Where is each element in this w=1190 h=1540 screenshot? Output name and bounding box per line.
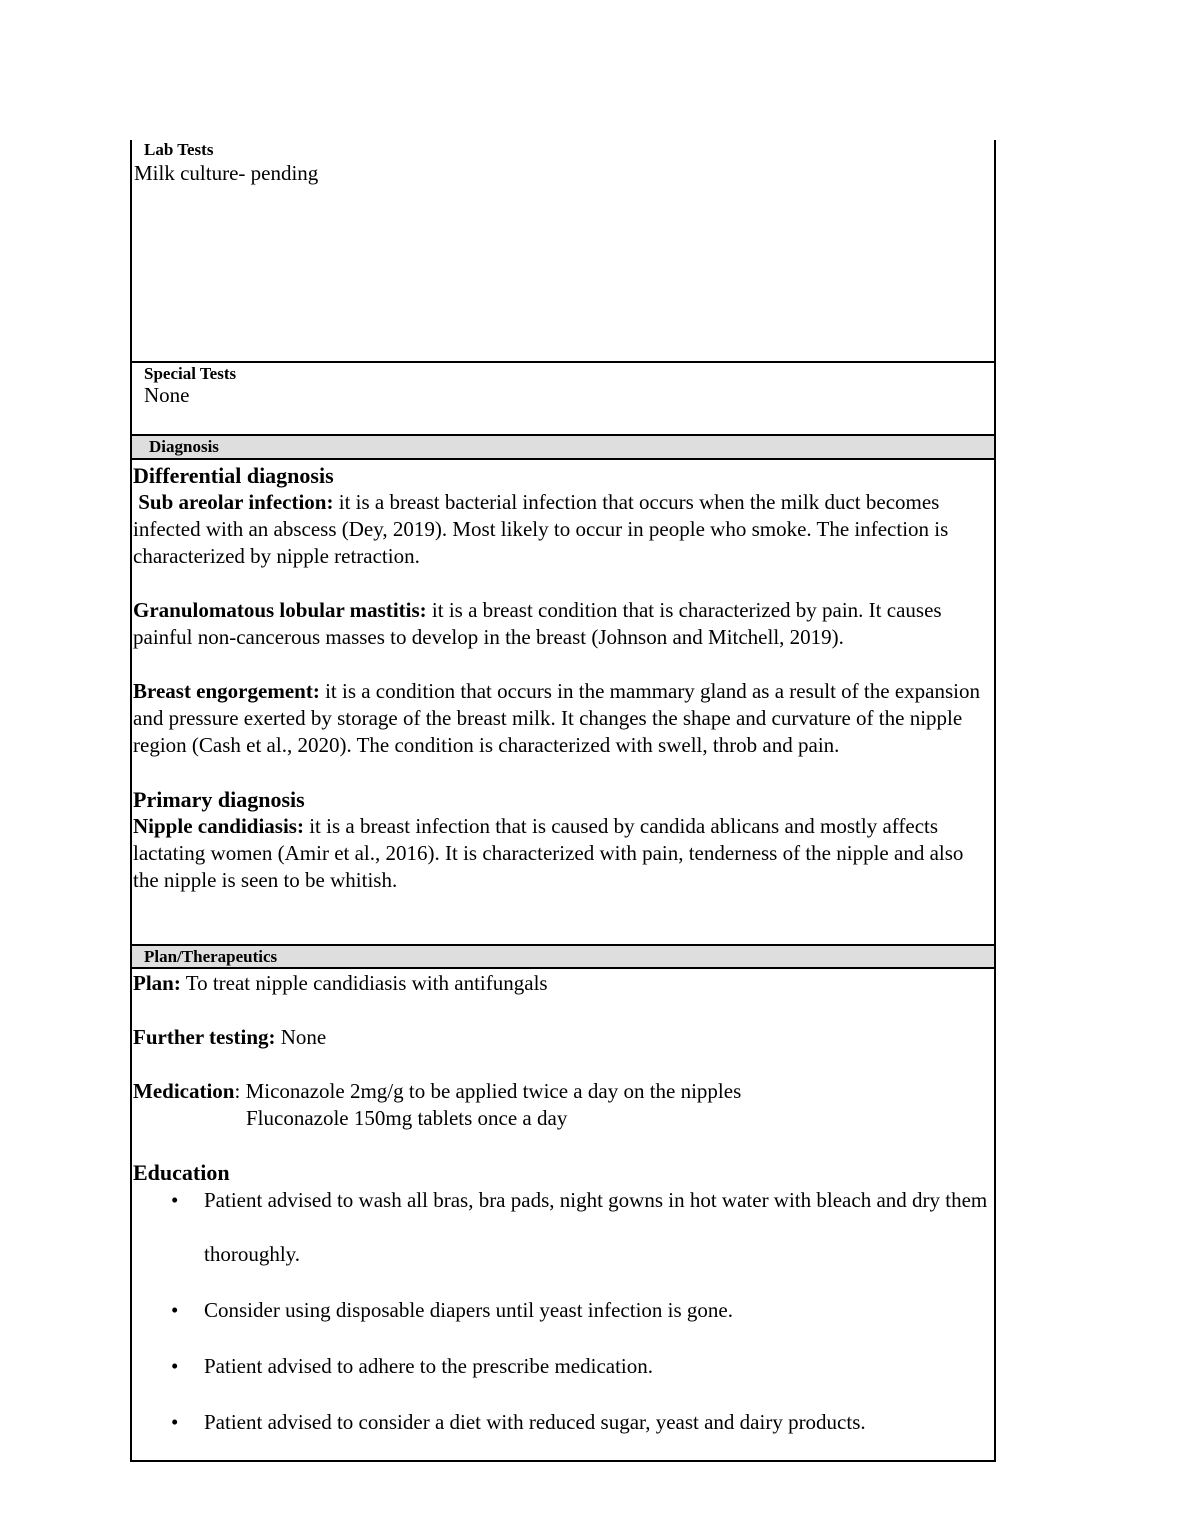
bullet-icon: • — [171, 1410, 179, 1434]
further-testing-line: Further testing: None — [133, 1025, 327, 1049]
medication-line-2: Fluconazole 150mg tablets once a day — [246, 1106, 568, 1130]
differential-1: Sub areolar infection: it is a breast bacterial infection that occurs when the milk duct becomes infected with an abscess (Dey, 2019). Most likely to occur in people who smoke. The infection is characterized by nipple retraction. — [133, 490, 949, 568]
differential-3: Breast engorgement: it is a condition that occurs in the mammary gland as a result of the expansion and pressure exerted by storage of the breast milk. It changes the shape and curvature of the nipple region (Cash et al., 2020). The condition is characterized with swell, throb and pain. — [133, 679, 980, 757]
medication-line: Medication: Miconazole 2mg/g to be applied twice a day on the nipples — [133, 1079, 742, 1103]
plan-label: Plan/Therapeutics — [144, 947, 278, 966]
lab-tests-section — [132, 140, 994, 362]
diagnosis-header — [132, 434, 994, 460]
bullet-icon: • — [171, 1188, 179, 1212]
education-list — [133, 1173, 994, 1449]
special-tests-value: None — [144, 383, 190, 407]
education-item: • Patient advised to adhere to the prescribe medication. — [133, 1339, 994, 1393]
clinical-note-table — [130, 140, 996, 1462]
primary-heading: Primary diagnosis — [133, 787, 305, 812]
plan-line: Plan: To treat nipple candidiasis with antifungals — [133, 971, 548, 995]
differential-2: Granulomatous lobular mastitis: it is a breast condition that is characterized by pain. It causes painful non-cancerous masses to develop in the breast (Johnson and Mitchell, 2019). — [133, 598, 942, 649]
plan-body — [132, 967, 994, 1460]
differential-heading: Differential diagnosis — [133, 463, 334, 488]
education-item: • Consider using disposable diapers until yeast infection is gone. — [133, 1283, 994, 1337]
special-tests-section — [132, 361, 994, 435]
special-tests-label: Special Tests — [144, 364, 237, 383]
primary-diagnosis: Nipple candidiasis: it is a breast infection that is caused by candida ablicans and mostly affects lactating women (Amir et al., 2016). It is characterized with pain, tenderness of the nipple and also the nipple is seen to be whitish. — [133, 814, 964, 892]
diagnosis-body — [132, 458, 994, 945]
lab-tests-value: Milk culture- pending — [134, 161, 319, 185]
lab-tests-label: Lab Tests — [144, 140, 214, 159]
bullet-icon: • — [171, 1298, 179, 1322]
education-heading: Education — [133, 1160, 230, 1185]
plan-header — [132, 944, 994, 969]
education-item: • Patient advised to consider a diet with reduced sugar, yeast and dairy products. — [133, 1395, 994, 1449]
bullet-icon: • — [171, 1354, 179, 1378]
diagnosis-label: Diagnosis — [149, 437, 219, 456]
education-item: • Patient advised to wash all bras, bra pads, night gowns in hot water with bleach and dry them thoroughly. — [133, 1173, 994, 1281]
